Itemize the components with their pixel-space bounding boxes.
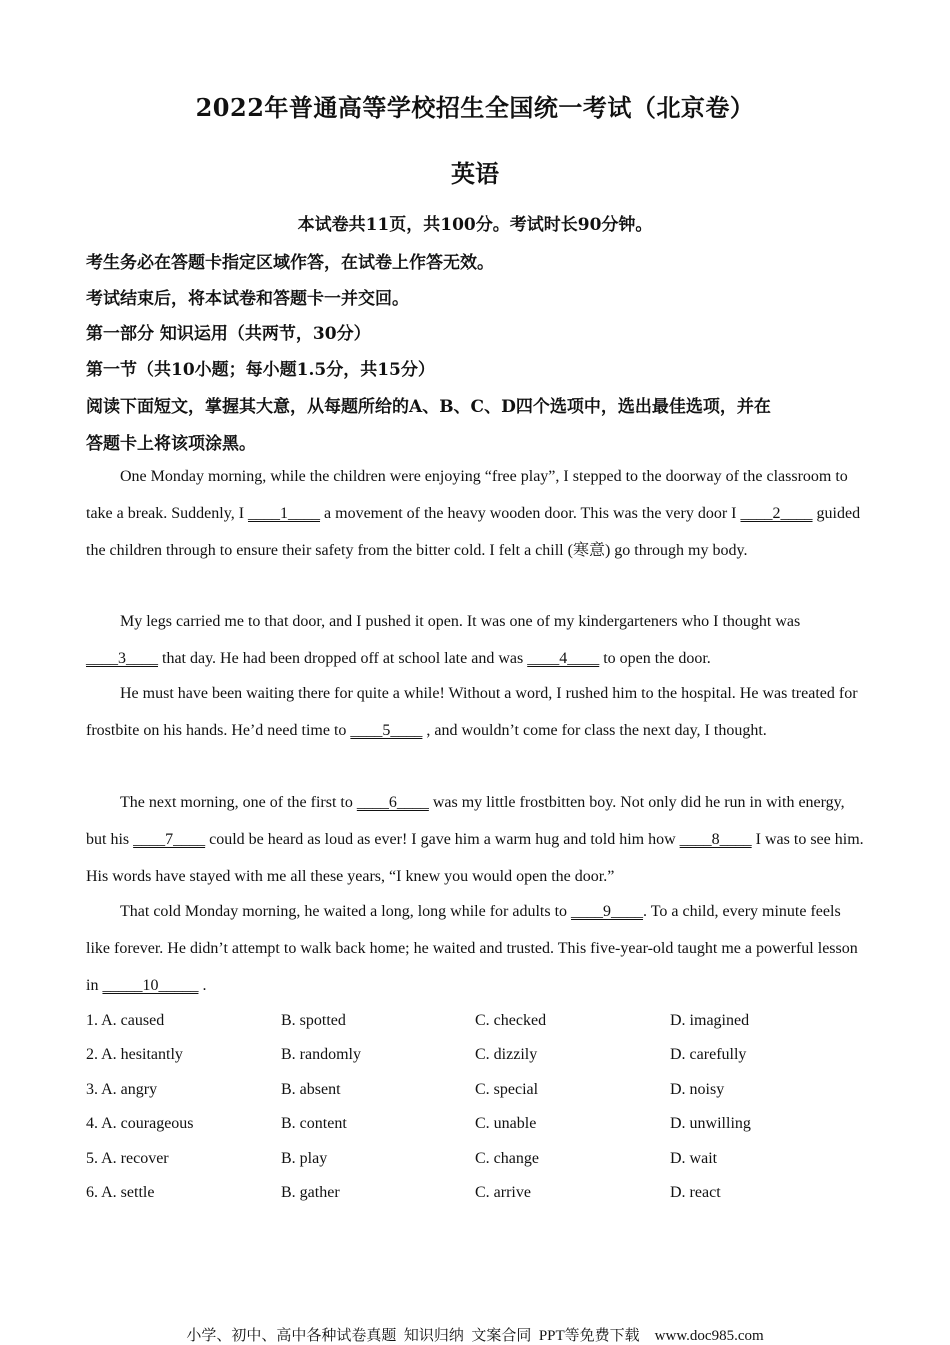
blank-8: ____8____ [679, 831, 752, 848]
blank-6: ____6____ [356, 794, 429, 811]
option-d: D. carefully [670, 1046, 747, 1063]
passage-paragraph-1 [86, 458, 866, 569]
directions-line-2: 答题卡上将该项涂黑。 [86, 434, 256, 454]
passage-paragraph-2 [86, 603, 866, 677]
option-d: D. wait [670, 1150, 718, 1167]
blank-9: ____9____ [571, 903, 644, 920]
option-c: C. change [475, 1150, 539, 1167]
option-a: 4. A. courageous [86, 1115, 194, 1132]
option-a: 2. A. hesitantly [86, 1046, 183, 1063]
paragraph-text: . [198, 977, 207, 994]
blank-3: ____3____ [86, 650, 158, 667]
blank-4: ____4____ [527, 650, 600, 667]
paragraph-text: a movement of the heavy wooden door. This was the very door I [320, 505, 741, 522]
paragraph-text: My legs carried me to that door, and I pushed it open. It was one of my kindergarteners who I thought was [120, 613, 801, 630]
option-a: 3. A. angry [86, 1081, 158, 1098]
option-b: B. randomly [281, 1046, 361, 1063]
option-d: D. unwilling [670, 1115, 751, 1132]
paragraph-text: was my little frostbitten boy. Not only did he run in with energy, but his [86, 794, 845, 848]
paragraph-text: He must have been waiting there for quite a while! Without a word, I rushed him to the hospital. He was treated for frostbite on his hands. He’d need time to [86, 685, 858, 739]
footer-text: 小学、初中、高中各种试卷真题 知识归纳 文案合同 PPT等免费下载 www.doc985.com [186, 1328, 764, 1344]
blank-7: ____7____ [133, 831, 206, 848]
part-one-heading: 第一部分 知识运用（共两节，30分） [86, 324, 371, 344]
option-a: 6. A. settle [86, 1184, 155, 1201]
blank-5: ____5____ [350, 722, 423, 739]
paragraph-text: , and wouldn’t come for class the next day, I thought. [422, 722, 767, 739]
option-b: B. spotted [281, 1012, 346, 1029]
option-c: C. special [475, 1081, 539, 1098]
paragraph-text: guided the children through to ensure their safety from the bitter cold. I felt a chill (寒意) go through my body. [86, 505, 861, 559]
paragraph-text: that day. He had been dropped off at school late and was [158, 650, 528, 667]
option-d: D. noisy [670, 1081, 725, 1098]
blank-1: ____1____ [248, 505, 321, 522]
option-b: B. content [281, 1115, 347, 1132]
option-c: C. arrive [475, 1184, 531, 1201]
paragraph-text: I was to see him. His words have stayed with me all these years, “I knew you would open the door.” [86, 831, 864, 885]
paragraph-text: The next morning, one of the first to [120, 794, 357, 811]
subject-title: 英语 [451, 159, 499, 188]
paragraph-text: One Monday morning, while the children were enjoying “free play”, I stepped to the doorway of the classroom to take a break. Suddenly, I [86, 468, 848, 522]
paragraph-text: That cold Monday morning, he waited a long, long while for adults to [120, 903, 572, 920]
option-b: B. gather [281, 1184, 340, 1201]
passage-paragraph-4 [86, 784, 866, 895]
blank-10: _____10_____ [102, 977, 199, 994]
instruction-hand-in: 考试结束后，将本试卷和答题卡一并交回。 [86, 289, 409, 309]
instruction-answer-card: 考生务必在答题卡指定区域作答，在试卷上作答无效。 [86, 253, 494, 273]
option-d: D. imagined [670, 1012, 750, 1029]
passage-paragraph-3 [86, 675, 866, 749]
paragraph-text: could be heard as loud as ever! I gave him a warm hug and told him how [205, 831, 680, 848]
option-c: C. checked [475, 1012, 547, 1029]
exam-info: 本试卷共11页，共100分。考试时长90分钟。 [297, 215, 653, 235]
blank-2: ____2____ [740, 505, 813, 522]
option-b: B. play [281, 1150, 328, 1167]
section-one-heading: 第一节（共10小题；每小题1.5分，共15分） [86, 360, 435, 380]
passage-paragraph-5 [86, 893, 866, 1004]
directions-line-1: 阅读下面短文，掌握其大意，从每题所给的A、B、C、D四个选项中，选出最佳选项，并在 [86, 397, 771, 417]
option-a: 5. A. recover [86, 1150, 169, 1167]
exam-title: 2022年普通高等学校招生全国统一考试（北京卷） [195, 93, 755, 122]
option-a: 1. A. caused [86, 1012, 165, 1029]
option-d: D. react [670, 1184, 721, 1201]
option-c: C. unable [475, 1115, 537, 1132]
paragraph-text: to open the door. [599, 650, 711, 667]
option-c: C. dizzily [475, 1046, 538, 1063]
paragraph-text: . To a child, every minute feels like forever. He didn’t attempt to walk back home; he waited and trusted. This five-year-old taught me a powerful lesson in [86, 903, 858, 994]
option-b: B. absent [281, 1081, 341, 1098]
